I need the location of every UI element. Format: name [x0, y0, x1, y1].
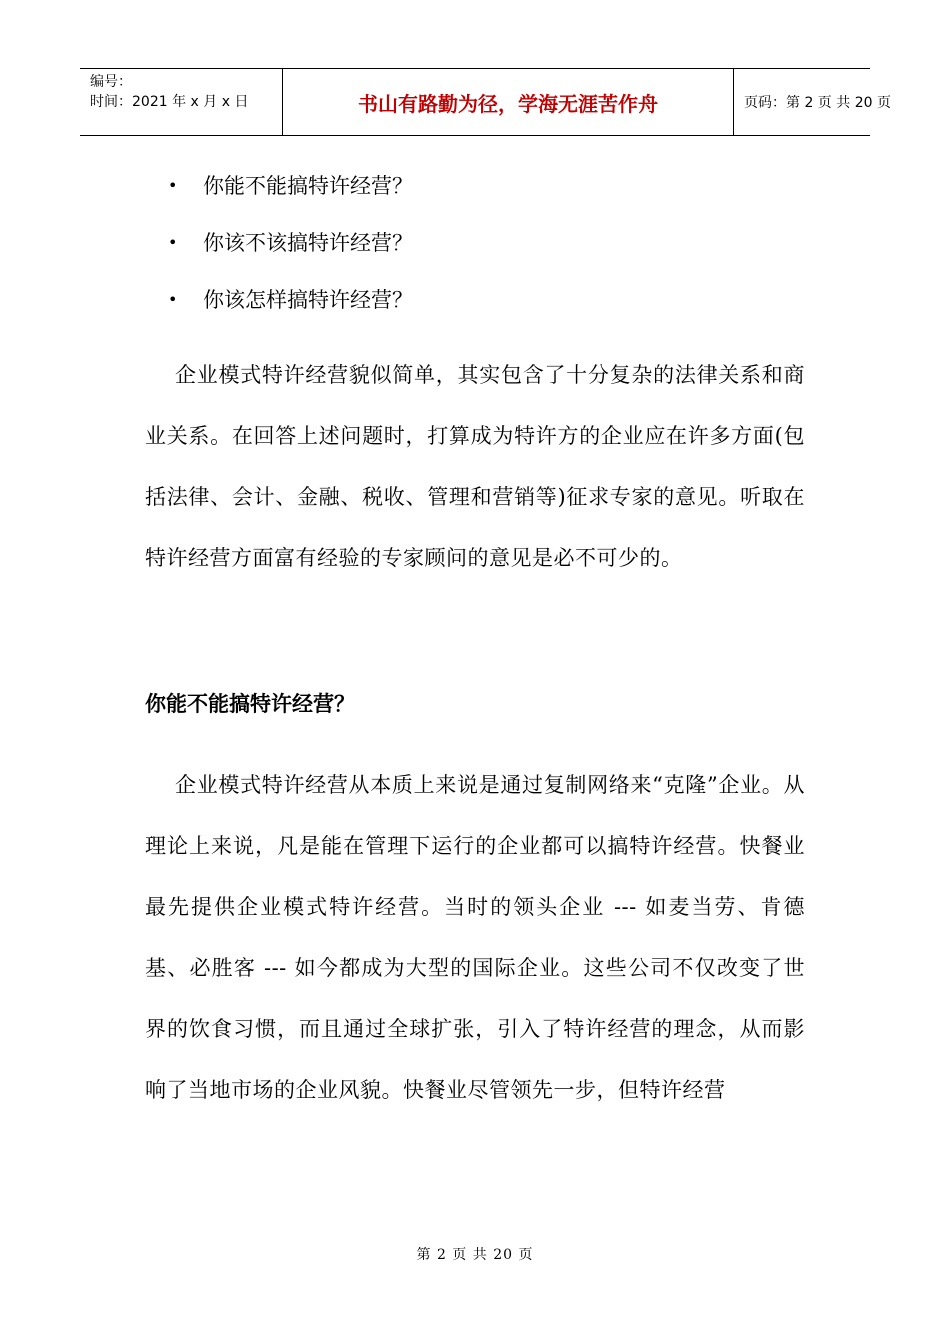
list-item-text: 你能不能搞特许经营？	[203, 174, 413, 198]
page-footer: 第 2 页 共 20 页	[416, 1247, 534, 1263]
bullet-icon: •	[168, 290, 178, 309]
bullet-icon: •	[168, 176, 178, 195]
header-page-info: 页码：第 2 页 共 20 页	[744, 95, 891, 111]
document-number-label: 编号：	[90, 74, 132, 90]
header-left-cell	[80, 69, 282, 135]
list-item	[168, 280, 413, 337]
header-motto-cell	[282, 69, 734, 135]
list-item	[168, 166, 413, 223]
document-header	[80, 68, 891, 136]
header-motto: 书山有路勤为径，学海无涯苦作舟	[358, 91, 658, 116]
list-item	[168, 223, 413, 280]
bullet-icon: •	[168, 233, 178, 252]
list-item-text: 你该怎样搞特许经营？	[203, 288, 413, 312]
body-paragraph: 企业模式特许经营从本质上来说是通过复制网络来“克隆”企业。从理论上来说，凡是能在管理下运行的企业都可以搞特许经营。快餐业最先提供企业模式特许经营。当时的领头企业 --- 如麦当劳、肯德基、必胜客 --- 如今都成为大型的国际企业。这些公司不仅改变了世界的饮食习惯，而且通过全球扩张，引入了特许经营的理念，从而影响了当地市场的企业风貌。快餐业尽管领先一步，但特许经营	[145, 773, 805, 1102]
list-item-text: 你该不该搞特许经营？	[203, 231, 413, 255]
section-heading: 你能不能搞特许经营？	[145, 692, 355, 716]
document-time-label: 时间：2021 年 x 月 x 日	[90, 94, 249, 110]
question-list	[168, 166, 413, 337]
intro-paragraph: 企业模式特许经营貌似简单，其实包含了十分复杂的法律关系和商业关系。在回答上述问题时，打算成为特许方的企业应在许多方面(包括法律、会计、金融、税收、管理和营销等)征求专家的意见。听取在特许经营方面富有经验的专家顾问的意见是必不可少的。	[145, 363, 805, 570]
header-page-cell	[734, 69, 891, 135]
